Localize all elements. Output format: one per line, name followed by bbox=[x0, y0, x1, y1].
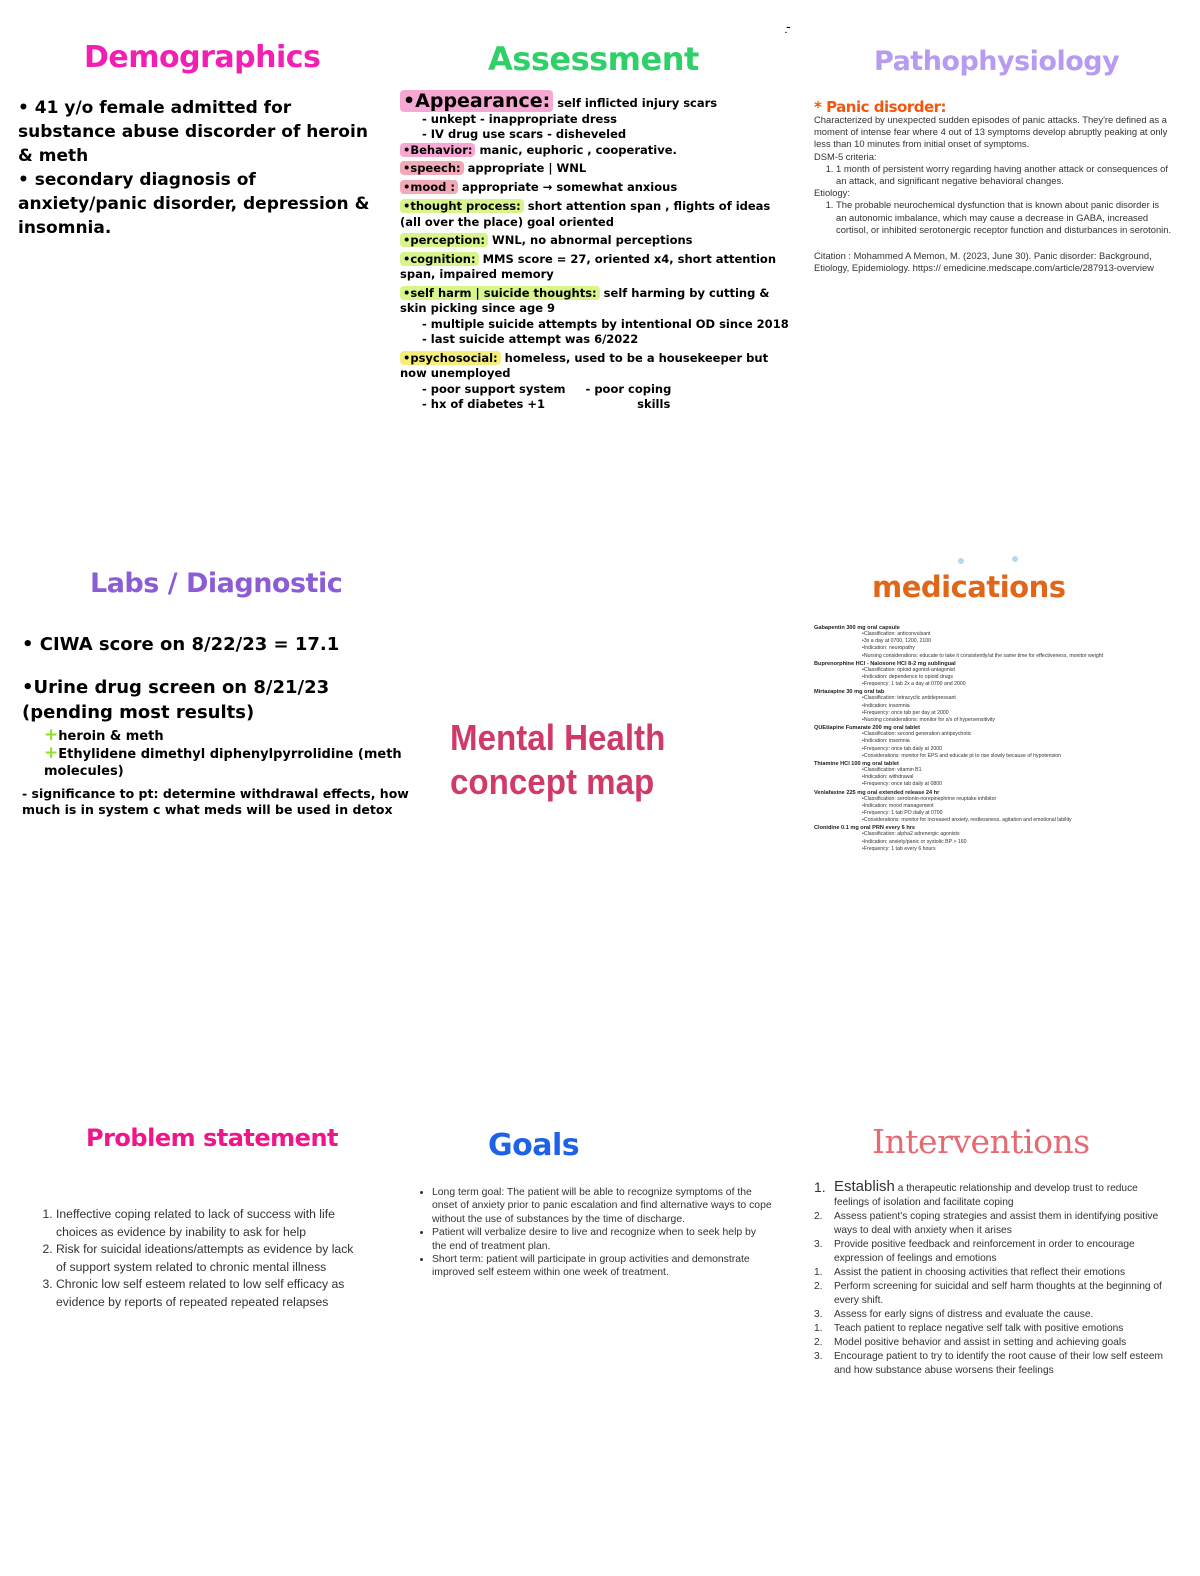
behavior-text: manic, euphoric , cooperative. bbox=[479, 142, 677, 157]
goals-list bbox=[432, 1186, 772, 1280]
perception-label: •perception: bbox=[400, 233, 488, 247]
intervention-text-rest: a therapeutic relationship and develop trust to reduce feelings of isolation and facilitate coping bbox=[834, 1183, 1138, 1208]
center-title bbox=[450, 716, 665, 804]
medication-detail: • Indication: anxiety/panic or systolic BP > 160 bbox=[814, 839, 1174, 846]
decorative-dot bbox=[1012, 556, 1018, 562]
plus-icon: + bbox=[44, 725, 59, 745]
problem-list bbox=[56, 1206, 362, 1312]
psychosocial-sub: - hx of diabetes +1 skills bbox=[422, 397, 671, 411]
goals-item: • Patient will verbalize desire to live and recognize when to seek help by the end of treatment plan. bbox=[432, 1226, 772, 1253]
intervention-text: Encourage patient to try to identify the root cause of their low self esteem and how substance abuse worsens their feelings bbox=[834, 1351, 1164, 1376]
intervention-item bbox=[814, 1336, 1164, 1350]
appearance-label: •Appearance: bbox=[400, 90, 553, 112]
goals-item: • Long term goal: The patient will be able to recognize symptoms of the onset of anxiety prior to panic escalation and find alternative ways to cope without the use of substances by the time of discharge. bbox=[432, 1186, 772, 1226]
dsm-list bbox=[814, 163, 1172, 187]
medication-detail: • Frequency: once tab per day at 2000 bbox=[814, 710, 1174, 717]
medication-detail: • Classification: second generation antipsychotic bbox=[814, 731, 1174, 738]
demographics-list bbox=[18, 96, 388, 240]
perception-text: WNL, no abnormal perceptions bbox=[492, 233, 693, 247]
medication-detail: • Indication: withdrawal bbox=[814, 774, 1174, 781]
interventions-title: Interventions bbox=[872, 1122, 1090, 1161]
appearance-sub: - IV drug use scars - disheveled bbox=[422, 127, 627, 141]
medication-name: Venlafaxine 225 mg oral extended release 24 hr bbox=[814, 789, 940, 796]
intervention-item bbox=[814, 1238, 1164, 1266]
dsm-label: DSM-5 criteria: bbox=[814, 150, 877, 162]
mood-label: •mood : bbox=[400, 180, 458, 194]
medication-name: Buprenorphine HCl - Naloxone HCl 8-2 mg sublingual bbox=[814, 660, 956, 667]
intervention-number: 1. bbox=[814, 1267, 823, 1278]
medication-detail: • Frequency: once tab daily at 2000 bbox=[814, 746, 1174, 753]
intervention-first-word: Establish bbox=[834, 1178, 895, 1195]
medication-detail: • Classification: anticonvulsant bbox=[814, 631, 1174, 638]
demographics-title: Demographics bbox=[84, 40, 321, 75]
intervention-text: Assess for early signs of distress and evaluate the cause. bbox=[834, 1309, 1094, 1320]
intervention-text: Teach patient to replace negative self talk with positive emotions bbox=[834, 1323, 1124, 1334]
intervention-item bbox=[814, 1308, 1164, 1322]
psychosocial-text: homeless, used to be a housekeeper but now unemployed bbox=[400, 350, 769, 380]
medication-detail: • Considerations: monitor for EPS and educate pt to rise slowly because of hypotension bbox=[814, 753, 1174, 760]
intervention-text: Assist the patient in choosing activities that reflect their emotions bbox=[834, 1267, 1126, 1278]
intervention-text: Perform screening for suicidal and self harm thoughts at the beginning of every shift. bbox=[834, 1281, 1162, 1306]
speech-text: appropriate | WNL bbox=[467, 161, 587, 175]
intervention-item bbox=[814, 1180, 1164, 1210]
problem-title: Problem statement bbox=[86, 1124, 339, 1152]
thought-text: short attention span , flights of ideas (all over the place) goal oriented bbox=[400, 199, 771, 229]
intervention-item bbox=[814, 1210, 1164, 1238]
labs-item: •Urine drug screen on 8/21/23 (pending most results) bbox=[22, 677, 330, 723]
medication-name: Gabapentin 300 mg oral capsule bbox=[814, 625, 900, 631]
cognition-label: •cognition: bbox=[400, 252, 479, 266]
demographics-item: • secondary diagnosis of anxiety/panic disorder, depression & insomnia. bbox=[18, 170, 370, 238]
intervention-number: 1. bbox=[814, 1323, 823, 1334]
dsm-item: 1. 1 month of persistent worry regarding having another attack or consequences of an attack, and significant negative behavioral changes. bbox=[836, 163, 1172, 187]
assessment-title: Assessment bbox=[488, 40, 699, 78]
appearance-sub: - unkept - inappropriate dress bbox=[422, 111, 618, 126]
center-title-line: Mental Health bbox=[450, 717, 666, 758]
medication-detail: • Indication: mood management bbox=[814, 803, 1174, 810]
plus-icon: + bbox=[44, 743, 59, 763]
medication-detail: • Frequency: 1 tab every 6 hours bbox=[814, 846, 1174, 853]
intervention-number: 2. bbox=[814, 1337, 823, 1348]
medication-name: QUEtiapine Fumarate 200 mg oral tablet bbox=[814, 725, 920, 732]
mood-text: appropriate → somewhat anxious bbox=[462, 179, 678, 194]
selfharm-sub: - multiple suicide attempts by intentional OD since 2018 bbox=[422, 316, 789, 331]
center-title-line: concept map bbox=[450, 761, 655, 802]
appearance-text: self inflicted injury scars bbox=[557, 96, 718, 110]
selfharm-sub: - last suicide attempt was 6/2022 bbox=[422, 332, 639, 346]
speech-label: •speech: bbox=[400, 161, 464, 175]
corner-mark: -̣ bbox=[786, 18, 791, 34]
medication-detail: • Classification: vitamin B1 bbox=[814, 767, 1174, 774]
medication-detail: • Indication: dependence to opioid drugs bbox=[814, 674, 1174, 681]
pathophysiology-title: Pathophysiology bbox=[874, 46, 1120, 77]
medication-name: Thiamine HCl 100 mg oral tablet bbox=[814, 761, 899, 768]
medication-name: Clonidine 0.1 mg oral PRN every 6 hrs bbox=[814, 825, 916, 832]
intervention-item bbox=[814, 1322, 1164, 1336]
medication-detail: • Nursing considerations: monitor for s/s of hypersensitivity bbox=[814, 717, 1174, 724]
panic-disorder-heading: * Panic disorder: bbox=[814, 98, 947, 116]
intervention-number: 3. bbox=[814, 1239, 823, 1250]
medications-list bbox=[814, 624, 1174, 853]
problem-item: 2. Risk for suicidal ideations/attempts as evidence by lack of support system related to chronic mental illness bbox=[56, 1241, 362, 1276]
intervention-number: 2. bbox=[814, 1281, 823, 1292]
intervention-number: 2. bbox=[814, 1211, 823, 1222]
behavior-label: •Behavior: bbox=[400, 143, 475, 157]
pathophysiology-body bbox=[814, 100, 1172, 274]
positive-item: Ethylidene dimethyl diphenylpyrrolidine (meth molecules) bbox=[44, 747, 402, 779]
intervention-text bbox=[834, 1180, 1164, 1210]
thought-label: •thought process: bbox=[400, 199, 524, 213]
problem-item: 1. Ineffective coping related to lack of success with life choices as evidence by inability to ask for help bbox=[56, 1206, 362, 1241]
goals-title: Goals bbox=[488, 1128, 580, 1163]
labs-title: Labs / Diagnostic bbox=[90, 568, 343, 599]
citation: Citation : Mohammed A Memon, M. (2023, June 30). Panic disorder: Background, Etiology, Epidemiology. https:// emedicine.medscape.com/article/287913-overview bbox=[814, 250, 1154, 274]
medication-detail: • Classification: opioid agonist-antagonist bbox=[814, 667, 1174, 674]
medication-name: Mirtazapine 30 mg oral tab bbox=[814, 689, 885, 696]
intervention-text: Model positive behavior and assist in setting and achieving goals bbox=[834, 1337, 1127, 1348]
etiology-list bbox=[814, 199, 1172, 236]
medications-title: medications bbox=[872, 570, 1066, 604]
intervention-item bbox=[814, 1350, 1164, 1378]
decorative-dot bbox=[958, 558, 964, 564]
medication-detail: • Classification: alpha2 adrenergic agonists bbox=[814, 831, 1174, 838]
etiology-label: Etiology: bbox=[814, 187, 850, 199]
labs-significance: - significance to pt: determine withdrawal effects, how much is in system c what meds will be used in detox bbox=[22, 786, 409, 817]
medication-detail: • Considerations: monitor for increased anxiety, restlessness, agitation and emotional lability bbox=[814, 817, 1174, 824]
labs-list bbox=[22, 632, 412, 818]
medication-detail: • Classification: serotonin-norepinephrine reuptake inhibitor bbox=[814, 796, 1174, 803]
medication-detail: • Indication: neuropathy bbox=[814, 645, 1174, 652]
medication-detail: • Nursing considerations: educate to take it consistently/at the same time for effectiveness, monitor weight bbox=[814, 653, 1174, 660]
selfharm-label: •self harm | suicide thoughts: bbox=[400, 286, 600, 300]
intervention-text: Provide positive feedback and reinforcement in order to encourage expression of feelings and emotions bbox=[834, 1239, 1135, 1264]
problem-item: 3. Chronic low self esteem related to low self efficacy as evidence by reports of repeated repeated relapses bbox=[56, 1276, 362, 1311]
medication-detail: • Indication: insomnia bbox=[814, 703, 1174, 710]
goals-item: • Short term: patient will participate in group activities and demonstrate improved self esteem within one week of treatment. bbox=[432, 1253, 772, 1280]
cognition-text: MMS score = 27, oriented x4, short attention span, impaired memory bbox=[400, 251, 777, 281]
psychosocial-sub: - poor support system - poor coping bbox=[422, 381, 672, 396]
demographics-item: • 41 y/o female admitted for substance abuse discorder of heroin & meth bbox=[18, 98, 368, 166]
labs-positives bbox=[22, 727, 412, 780]
intervention-item bbox=[814, 1280, 1164, 1308]
medication-detail: • Indication: insomnia bbox=[814, 738, 1174, 745]
medication-detail: • Frequency: once tab daily at 0800 bbox=[814, 781, 1174, 788]
interventions-list bbox=[814, 1180, 1164, 1378]
panic-definition: Characterized by unexpected sudden episodes of panic attacks. They're defined as a moment of intense fear where 4 out of 13 symptoms develop abruptly peaking at only less than 10 minutes from initial onset of symptoms. bbox=[814, 114, 1168, 150]
medication-detail: • Frequency: 1 tab 2x a day at 0700 and 2000 bbox=[814, 681, 1174, 688]
intervention-text: Assess patient's coping strategies and assist them in identifying positive ways to deal with anxiety when it arises bbox=[834, 1211, 1159, 1236]
medication-detail: • 3x a day at 0700, 1200, 2100 bbox=[814, 638, 1174, 645]
intervention-number: 3. bbox=[814, 1309, 823, 1320]
medication-detail: • Classification: tetracyclic antidepressant bbox=[814, 695, 1174, 702]
selfharm-text: self harming by cutting & skin picking since age 9 bbox=[400, 285, 770, 315]
assessment-section bbox=[400, 90, 795, 413]
medication-detail: • Frequency: 1 tab PO daily at 0700 bbox=[814, 810, 1174, 817]
intervention-number: 3. bbox=[814, 1351, 823, 1362]
etiology-item: 1. The probable neurochemical dysfunction that is known about panic disorder is an autonomic imbalance, which may cause a decrease in GABA, increased cortisol, or inhibited serotonergic receptor function and disturbances in serotonin. bbox=[836, 199, 1172, 236]
labs-item: • CIWA score on 8/22/23 = 17.1 bbox=[22, 634, 340, 655]
positive-item: heroin & meth bbox=[58, 729, 164, 744]
intervention-number: 1. bbox=[814, 1179, 826, 1195]
psychosocial-label: •psychosocial: bbox=[400, 351, 501, 365]
intervention-item bbox=[814, 1266, 1164, 1280]
